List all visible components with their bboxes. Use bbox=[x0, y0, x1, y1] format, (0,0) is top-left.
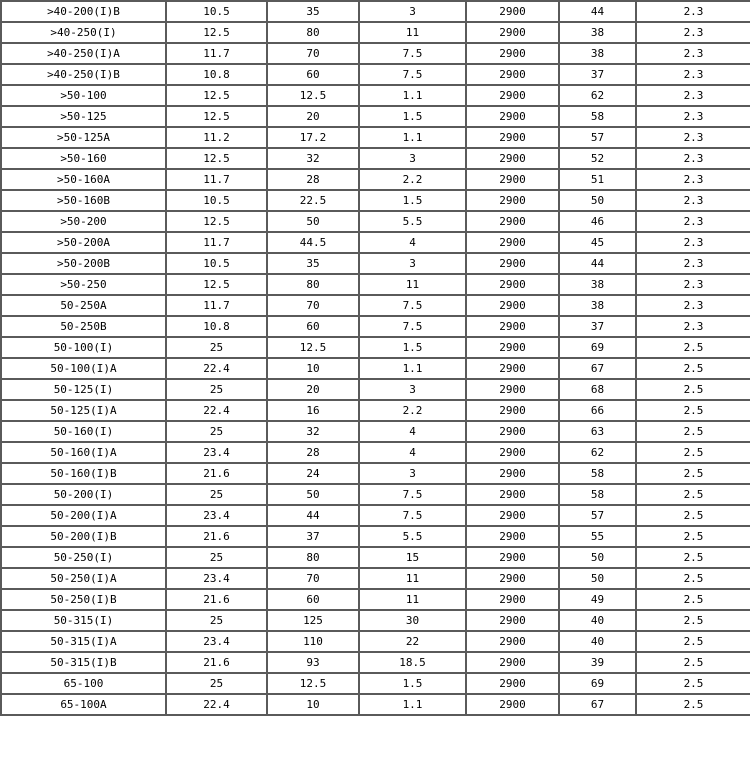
efficiency-cell: 45 bbox=[559, 232, 636, 253]
efficiency-cell: 51 bbox=[559, 169, 636, 190]
npsh-cell: 2.3 bbox=[636, 148, 750, 169]
speed-cell: 2900 bbox=[466, 148, 559, 169]
speed-cell: 2900 bbox=[466, 64, 559, 85]
power-cell: 1.5 bbox=[359, 337, 466, 358]
flow-cell: 11.7 bbox=[166, 43, 267, 64]
model-cell: >50-250 bbox=[1, 274, 166, 295]
head-cell: 28 bbox=[267, 169, 359, 190]
table-row bbox=[1, 316, 750, 337]
table-row bbox=[1, 85, 750, 106]
table-row bbox=[1, 610, 750, 631]
flow-cell: 23.4 bbox=[166, 442, 267, 463]
speed-cell: 2900 bbox=[466, 169, 559, 190]
npsh-cell: 2.3 bbox=[636, 85, 750, 106]
head-cell: 17.2 bbox=[267, 127, 359, 148]
npsh-cell: 2.5 bbox=[636, 547, 750, 568]
model-cell: 50-315(I)B bbox=[1, 652, 166, 673]
efficiency-cell: 40 bbox=[559, 610, 636, 631]
power-cell: 18.5 bbox=[359, 652, 466, 673]
model-cell: 50-200(I)A bbox=[1, 505, 166, 526]
flow-cell: 10.5 bbox=[166, 253, 267, 274]
table-row bbox=[1, 463, 750, 484]
npsh-cell: 2.5 bbox=[636, 484, 750, 505]
power-cell: 3 bbox=[359, 253, 466, 274]
model-cell: 65-100A bbox=[1, 694, 166, 715]
flow-cell: 10.5 bbox=[166, 1, 267, 22]
table-row bbox=[1, 274, 750, 295]
head-cell: 35 bbox=[267, 253, 359, 274]
speed-cell: 2900 bbox=[466, 274, 559, 295]
model-cell: >50-160 bbox=[1, 148, 166, 169]
flow-cell: 22.4 bbox=[166, 694, 267, 715]
npsh-cell: 2.3 bbox=[636, 43, 750, 64]
head-cell: 70 bbox=[267, 295, 359, 316]
npsh-cell: 2.5 bbox=[636, 358, 750, 379]
flow-cell: 23.4 bbox=[166, 568, 267, 589]
flow-cell: 11.2 bbox=[166, 127, 267, 148]
model-cell: 50-200(I)B bbox=[1, 526, 166, 547]
speed-cell: 2900 bbox=[466, 190, 559, 211]
efficiency-cell: 49 bbox=[559, 589, 636, 610]
efficiency-cell: 38 bbox=[559, 295, 636, 316]
flow-cell: 10.8 bbox=[166, 64, 267, 85]
model-cell: 50-160(I) bbox=[1, 421, 166, 442]
npsh-cell: 2.5 bbox=[636, 505, 750, 526]
efficiency-cell: 40 bbox=[559, 631, 636, 652]
speed-cell: 2900 bbox=[466, 631, 559, 652]
efficiency-cell: 37 bbox=[559, 64, 636, 85]
spec-table-body bbox=[1, 1, 750, 715]
model-cell: >50-160A bbox=[1, 169, 166, 190]
power-cell: 1.1 bbox=[359, 127, 466, 148]
npsh-cell: 2.5 bbox=[636, 652, 750, 673]
head-cell: 32 bbox=[267, 148, 359, 169]
table-row bbox=[1, 295, 750, 316]
table-row bbox=[1, 484, 750, 505]
power-cell: 15 bbox=[359, 547, 466, 568]
head-cell: 20 bbox=[267, 379, 359, 400]
table-row bbox=[1, 547, 750, 568]
model-cell: >50-125 bbox=[1, 106, 166, 127]
efficiency-cell: 38 bbox=[559, 43, 636, 64]
speed-cell: 2900 bbox=[466, 295, 559, 316]
npsh-cell: 2.5 bbox=[636, 442, 750, 463]
model-cell: 50-125(I)A bbox=[1, 400, 166, 421]
model-cell: 65-100 bbox=[1, 673, 166, 694]
efficiency-cell: 67 bbox=[559, 358, 636, 379]
power-cell: 7.5 bbox=[359, 505, 466, 526]
head-cell: 32 bbox=[267, 421, 359, 442]
efficiency-cell: 63 bbox=[559, 421, 636, 442]
npsh-cell: 2.5 bbox=[636, 631, 750, 652]
npsh-cell: 2.3 bbox=[636, 169, 750, 190]
power-cell: 22 bbox=[359, 631, 466, 652]
speed-cell: 2900 bbox=[466, 106, 559, 127]
efficiency-cell: 55 bbox=[559, 526, 636, 547]
model-cell: 50-315(I) bbox=[1, 610, 166, 631]
flow-cell: 12.5 bbox=[166, 22, 267, 43]
table-row bbox=[1, 169, 750, 190]
efficiency-cell: 57 bbox=[559, 127, 636, 148]
flow-cell: 25 bbox=[166, 337, 267, 358]
speed-cell: 2900 bbox=[466, 1, 559, 22]
speed-cell: 2900 bbox=[466, 253, 559, 274]
table-row bbox=[1, 442, 750, 463]
npsh-cell: 2.5 bbox=[636, 610, 750, 631]
power-cell: 3 bbox=[359, 379, 466, 400]
table-row bbox=[1, 148, 750, 169]
npsh-cell: 2.3 bbox=[636, 1, 750, 22]
head-cell: 50 bbox=[267, 211, 359, 232]
power-cell: 11 bbox=[359, 589, 466, 610]
model-cell: 50-250(I)A bbox=[1, 568, 166, 589]
power-cell: 1.1 bbox=[359, 358, 466, 379]
flow-cell: 12.5 bbox=[166, 106, 267, 127]
head-cell: 80 bbox=[267, 547, 359, 568]
speed-cell: 2900 bbox=[466, 463, 559, 484]
flow-cell: 22.4 bbox=[166, 400, 267, 421]
model-cell: 50-250(I)B bbox=[1, 589, 166, 610]
npsh-cell: 2.5 bbox=[636, 400, 750, 421]
speed-cell: 2900 bbox=[466, 358, 559, 379]
power-cell: 7.5 bbox=[359, 316, 466, 337]
power-cell: 7.5 bbox=[359, 64, 466, 85]
npsh-cell: 2.5 bbox=[636, 421, 750, 442]
power-cell: 7.5 bbox=[359, 484, 466, 505]
table-row bbox=[1, 589, 750, 610]
head-cell: 50 bbox=[267, 484, 359, 505]
model-cell: >50-160B bbox=[1, 190, 166, 211]
power-cell: 1.1 bbox=[359, 694, 466, 715]
head-cell: 12.5 bbox=[267, 337, 359, 358]
power-cell: 1.5 bbox=[359, 106, 466, 127]
flow-cell: 21.6 bbox=[166, 652, 267, 673]
model-cell: 50-100(I)A bbox=[1, 358, 166, 379]
head-cell: 60 bbox=[267, 316, 359, 337]
flow-cell: 12.5 bbox=[166, 85, 267, 106]
model-cell: >50-200A bbox=[1, 232, 166, 253]
efficiency-cell: 58 bbox=[559, 484, 636, 505]
table-row bbox=[1, 421, 750, 442]
flow-cell: 12.5 bbox=[166, 274, 267, 295]
speed-cell: 2900 bbox=[466, 610, 559, 631]
npsh-cell: 2.3 bbox=[636, 127, 750, 148]
speed-cell: 2900 bbox=[466, 316, 559, 337]
power-cell: 3 bbox=[359, 1, 466, 22]
table-row bbox=[1, 652, 750, 673]
model-cell: 50-250(I) bbox=[1, 547, 166, 568]
table-row bbox=[1, 379, 750, 400]
efficiency-cell: 58 bbox=[559, 463, 636, 484]
flow-cell: 25 bbox=[166, 484, 267, 505]
head-cell: 44 bbox=[267, 505, 359, 526]
power-cell: 2.2 bbox=[359, 400, 466, 421]
model-cell: >40-200(I)B bbox=[1, 1, 166, 22]
table-row bbox=[1, 190, 750, 211]
table-row bbox=[1, 253, 750, 274]
head-cell: 93 bbox=[267, 652, 359, 673]
power-cell: 3 bbox=[359, 463, 466, 484]
efficiency-cell: 58 bbox=[559, 106, 636, 127]
head-cell: 110 bbox=[267, 631, 359, 652]
speed-cell: 2900 bbox=[466, 22, 559, 43]
model-cell: >40-250(I) bbox=[1, 22, 166, 43]
head-cell: 70 bbox=[267, 43, 359, 64]
speed-cell: 2900 bbox=[466, 505, 559, 526]
efficiency-cell: 44 bbox=[559, 253, 636, 274]
flow-cell: 23.4 bbox=[166, 505, 267, 526]
head-cell: 12.5 bbox=[267, 85, 359, 106]
efficiency-cell: 62 bbox=[559, 85, 636, 106]
efficiency-cell: 39 bbox=[559, 652, 636, 673]
head-cell: 35 bbox=[267, 1, 359, 22]
speed-cell: 2900 bbox=[466, 43, 559, 64]
flow-cell: 21.6 bbox=[166, 526, 267, 547]
head-cell: 12.5 bbox=[267, 673, 359, 694]
table-row bbox=[1, 106, 750, 127]
flow-cell: 25 bbox=[166, 421, 267, 442]
npsh-cell: 2.3 bbox=[636, 64, 750, 85]
efficiency-cell: 67 bbox=[559, 694, 636, 715]
npsh-cell: 2.5 bbox=[636, 463, 750, 484]
head-cell: 125 bbox=[267, 610, 359, 631]
flow-cell: 22.4 bbox=[166, 358, 267, 379]
head-cell: 60 bbox=[267, 589, 359, 610]
npsh-cell: 2.5 bbox=[636, 379, 750, 400]
power-cell: 1.1 bbox=[359, 85, 466, 106]
flow-cell: 11.7 bbox=[166, 295, 267, 316]
flow-cell: 25 bbox=[166, 673, 267, 694]
head-cell: 70 bbox=[267, 568, 359, 589]
head-cell: 28 bbox=[267, 442, 359, 463]
model-cell: 50-250B bbox=[1, 316, 166, 337]
flow-cell: 11.7 bbox=[166, 169, 267, 190]
power-cell: 7.5 bbox=[359, 43, 466, 64]
efficiency-cell: 50 bbox=[559, 568, 636, 589]
flow-cell: 11.7 bbox=[166, 232, 267, 253]
npsh-cell: 2.5 bbox=[636, 589, 750, 610]
table-row bbox=[1, 127, 750, 148]
flow-cell: 12.5 bbox=[166, 211, 267, 232]
speed-cell: 2900 bbox=[466, 232, 559, 253]
power-cell: 1.5 bbox=[359, 190, 466, 211]
npsh-cell: 2.3 bbox=[636, 295, 750, 316]
model-cell: 50-250A bbox=[1, 295, 166, 316]
efficiency-cell: 69 bbox=[559, 337, 636, 358]
speed-cell: 2900 bbox=[466, 568, 559, 589]
efficiency-cell: 57 bbox=[559, 505, 636, 526]
table-row bbox=[1, 358, 750, 379]
npsh-cell: 2.5 bbox=[636, 568, 750, 589]
model-cell: >50-100 bbox=[1, 85, 166, 106]
speed-cell: 2900 bbox=[466, 484, 559, 505]
speed-cell: 2900 bbox=[466, 85, 559, 106]
table-row bbox=[1, 232, 750, 253]
model-cell: 50-200(I) bbox=[1, 484, 166, 505]
efficiency-cell: 46 bbox=[559, 211, 636, 232]
model-cell: 50-125(I) bbox=[1, 379, 166, 400]
power-cell: 11 bbox=[359, 22, 466, 43]
efficiency-cell: 50 bbox=[559, 547, 636, 568]
power-cell: 3 bbox=[359, 148, 466, 169]
flow-cell: 25 bbox=[166, 610, 267, 631]
power-cell: 5.5 bbox=[359, 526, 466, 547]
speed-cell: 2900 bbox=[466, 547, 559, 568]
flow-cell: 25 bbox=[166, 379, 267, 400]
npsh-cell: 2.3 bbox=[636, 211, 750, 232]
npsh-cell: 2.3 bbox=[636, 253, 750, 274]
speed-cell: 2900 bbox=[466, 400, 559, 421]
npsh-cell: 2.5 bbox=[636, 673, 750, 694]
efficiency-cell: 50 bbox=[559, 190, 636, 211]
table-row bbox=[1, 568, 750, 589]
power-cell: 2.2 bbox=[359, 169, 466, 190]
npsh-cell: 2.3 bbox=[636, 274, 750, 295]
speed-cell: 2900 bbox=[466, 526, 559, 547]
speed-cell: 2900 bbox=[466, 211, 559, 232]
npsh-cell: 2.5 bbox=[636, 526, 750, 547]
power-cell: 5.5 bbox=[359, 211, 466, 232]
speed-cell: 2900 bbox=[466, 694, 559, 715]
efficiency-cell: 62 bbox=[559, 442, 636, 463]
table-row bbox=[1, 337, 750, 358]
efficiency-cell: 37 bbox=[559, 316, 636, 337]
power-cell: 7.5 bbox=[359, 295, 466, 316]
power-cell: 4 bbox=[359, 232, 466, 253]
npsh-cell: 2.3 bbox=[636, 190, 750, 211]
efficiency-cell: 69 bbox=[559, 673, 636, 694]
flow-cell: 10.8 bbox=[166, 316, 267, 337]
table-row bbox=[1, 64, 750, 85]
head-cell: 10 bbox=[267, 694, 359, 715]
power-cell: 11 bbox=[359, 274, 466, 295]
head-cell: 16 bbox=[267, 400, 359, 421]
npsh-cell: 2.3 bbox=[636, 316, 750, 337]
speed-cell: 2900 bbox=[466, 442, 559, 463]
table-row bbox=[1, 22, 750, 43]
speed-cell: 2900 bbox=[466, 337, 559, 358]
efficiency-cell: 68 bbox=[559, 379, 636, 400]
efficiency-cell: 66 bbox=[559, 400, 636, 421]
model-cell: 50-315(I)A bbox=[1, 631, 166, 652]
table-row bbox=[1, 505, 750, 526]
head-cell: 80 bbox=[267, 274, 359, 295]
flow-cell: 25 bbox=[166, 547, 267, 568]
table-row bbox=[1, 694, 750, 715]
model-cell: 50-160(I)B bbox=[1, 463, 166, 484]
npsh-cell: 2.3 bbox=[636, 22, 750, 43]
power-cell: 4 bbox=[359, 421, 466, 442]
model-cell: >50-125A bbox=[1, 127, 166, 148]
npsh-cell: 2.3 bbox=[636, 106, 750, 127]
table-row bbox=[1, 526, 750, 547]
flow-cell: 10.5 bbox=[166, 190, 267, 211]
head-cell: 60 bbox=[267, 64, 359, 85]
flow-cell: 21.6 bbox=[166, 589, 267, 610]
npsh-cell: 2.3 bbox=[636, 232, 750, 253]
head-cell: 10 bbox=[267, 358, 359, 379]
head-cell: 24 bbox=[267, 463, 359, 484]
table-row bbox=[1, 673, 750, 694]
model-cell: 50-160(I)A bbox=[1, 442, 166, 463]
table-row bbox=[1, 631, 750, 652]
model-cell: >50-200 bbox=[1, 211, 166, 232]
efficiency-cell: 38 bbox=[559, 22, 636, 43]
head-cell: 22.5 bbox=[267, 190, 359, 211]
power-cell: 4 bbox=[359, 442, 466, 463]
table-row bbox=[1, 43, 750, 64]
model-cell: >40-250(I)A bbox=[1, 43, 166, 64]
table-row bbox=[1, 1, 750, 22]
head-cell: 37 bbox=[267, 526, 359, 547]
table-row bbox=[1, 211, 750, 232]
efficiency-cell: 44 bbox=[559, 1, 636, 22]
efficiency-cell: 52 bbox=[559, 148, 636, 169]
efficiency-cell: 38 bbox=[559, 274, 636, 295]
speed-cell: 2900 bbox=[466, 652, 559, 673]
speed-cell: 2900 bbox=[466, 379, 559, 400]
model-cell: >40-250(I)B bbox=[1, 64, 166, 85]
model-cell: >50-200B bbox=[1, 253, 166, 274]
head-cell: 44.5 bbox=[267, 232, 359, 253]
npsh-cell: 2.5 bbox=[636, 337, 750, 358]
table-row bbox=[1, 400, 750, 421]
npsh-cell: 2.5 bbox=[636, 694, 750, 715]
power-cell: 30 bbox=[359, 610, 466, 631]
speed-cell: 2900 bbox=[466, 127, 559, 148]
power-cell: 1.5 bbox=[359, 673, 466, 694]
head-cell: 20 bbox=[267, 106, 359, 127]
flow-cell: 21.6 bbox=[166, 463, 267, 484]
flow-cell: 23.4 bbox=[166, 631, 267, 652]
speed-cell: 2900 bbox=[466, 589, 559, 610]
flow-cell: 12.5 bbox=[166, 148, 267, 169]
speed-cell: 2900 bbox=[466, 673, 559, 694]
model-cell: 50-100(I) bbox=[1, 337, 166, 358]
speed-cell: 2900 bbox=[466, 421, 559, 442]
head-cell: 80 bbox=[267, 22, 359, 43]
power-cell: 11 bbox=[359, 568, 466, 589]
